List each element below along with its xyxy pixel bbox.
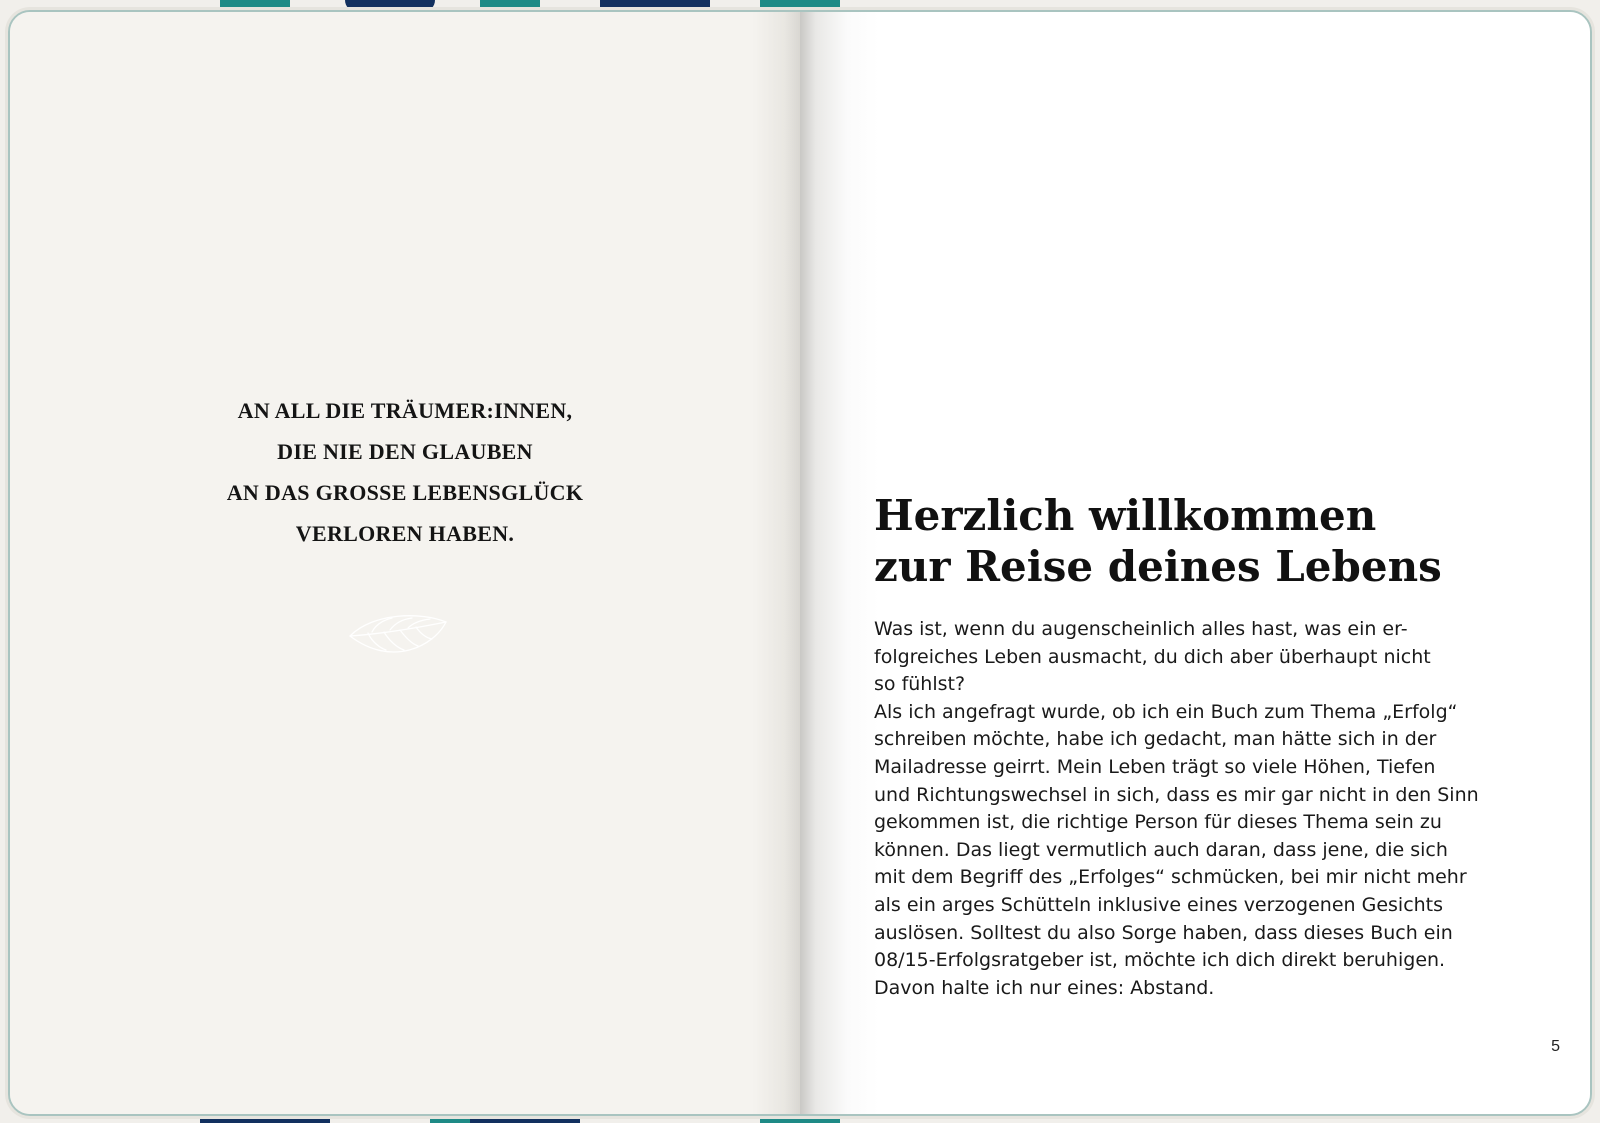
title-line: Herzlich willkommen bbox=[874, 491, 1377, 540]
book-spread bbox=[8, 10, 1592, 1116]
page-number: 5 bbox=[1551, 1038, 1560, 1055]
body-line: mit dem Begriff des „Erfolges“ schmücken, bei mir nicht mehr bbox=[874, 866, 1467, 889]
body-line: folgreiches Leben ausmacht, du dich aber überhaupt nicht bbox=[874, 645, 1431, 668]
body-line: Davon halte ich nur eines: Abstand. bbox=[874, 976, 1215, 999]
body-line: und Richtungswechsel in sich, dass es mir gar nicht in den Sinn bbox=[874, 783, 1479, 806]
dedication bbox=[10, 390, 800, 554]
body-line: Was ist, wenn du augenscheinlich alles hast, was ein er- bbox=[874, 618, 1408, 640]
dedication-line: VERLOREN HABEN. bbox=[295, 521, 515, 546]
body-paragraph bbox=[874, 616, 1514, 1002]
body-line: als ein arges Schütteln inklusive eines verzogenen Gesichts bbox=[874, 893, 1444, 916]
leaf-icon bbox=[346, 614, 450, 671]
body-line: Mailadresse geirrt. Mein Leben trägt so viele Höhen, Tiefen bbox=[874, 755, 1436, 778]
body-line: 08/15-Erfolgsratgeber ist, möchte ich dich direkt beruhigen. bbox=[874, 949, 1446, 972]
page-title bbox=[874, 490, 1442, 592]
right-page bbox=[800, 12, 1590, 1114]
body-line: so fühlst? bbox=[874, 673, 966, 696]
dedication-line: DIE NIE DEN GLAUBEN bbox=[277, 439, 533, 464]
title-line: zur Reise deines Lebens bbox=[874, 542, 1442, 591]
body-line: auslösen. Solltest du also Sorge haben, dass dieses Buch ein bbox=[874, 921, 1453, 944]
left-page bbox=[10, 12, 800, 1114]
body-line: Als ich angefragt wurde, ob ich ein Buch zum Thema „Erfolg“ bbox=[874, 700, 1458, 723]
dedication-line: AN ALL DIE TRÄUMER:INNEN, bbox=[237, 398, 573, 423]
body-line: können. Das liegt vermutlich auch daran, dass jene, die sich bbox=[874, 838, 1448, 861]
dedication-line: AN DAS GROSSE LEBENSGLÜCK bbox=[226, 480, 584, 505]
body-line: gekommen ist, die richtige Person für dieses Thema sein zu bbox=[874, 811, 1442, 834]
body-line: schreiben möchte, habe ich gedacht, man hätte sich in der bbox=[874, 728, 1437, 751]
